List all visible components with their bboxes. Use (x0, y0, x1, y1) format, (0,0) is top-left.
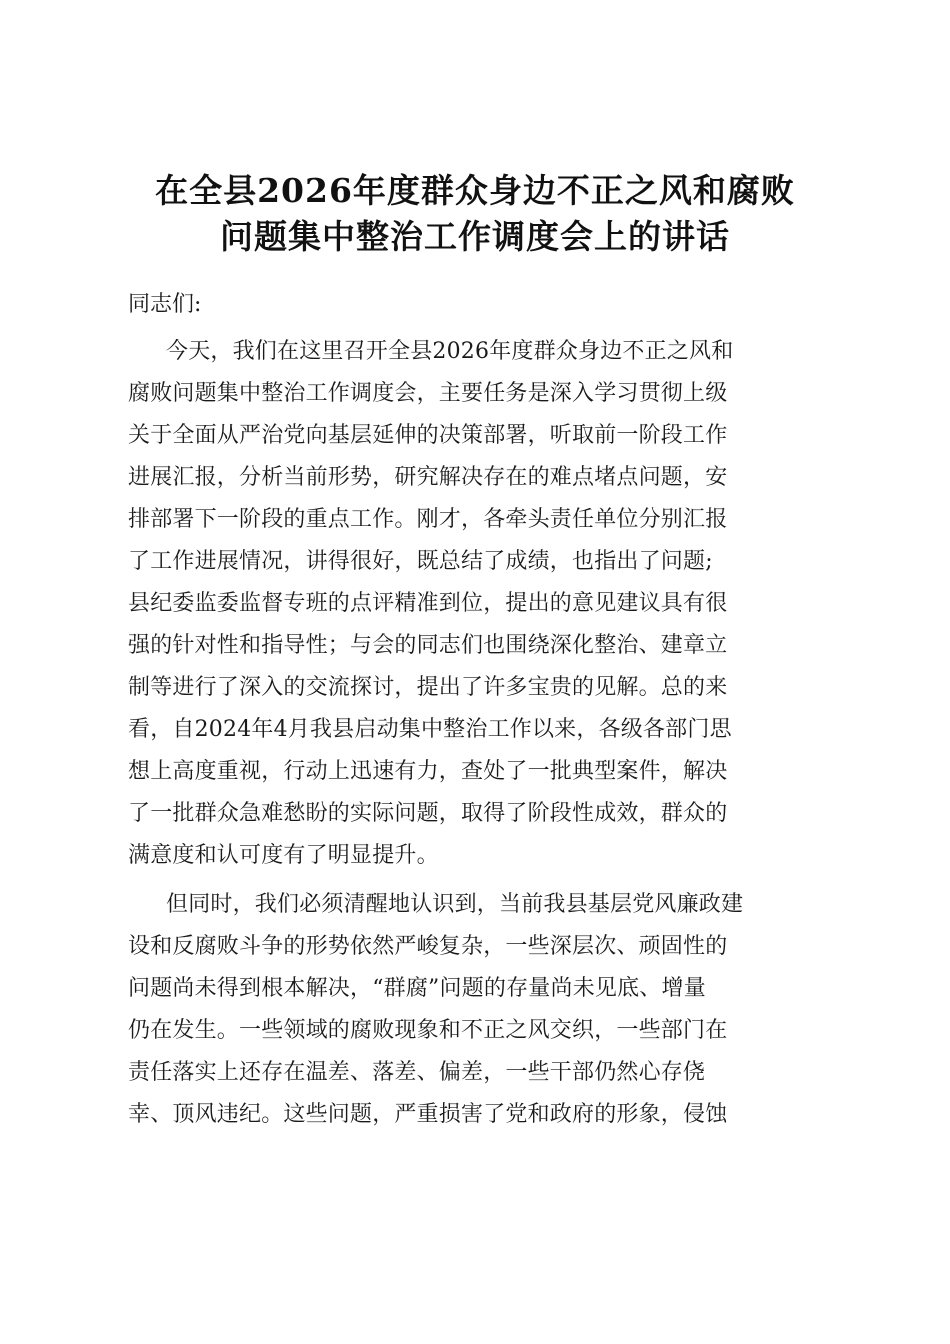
paragraph-line: 了一批群众急难愁盼的实际问题，取得了阶段性成效，群众的 (128, 801, 728, 826)
paragraph-line: 强的针对性和指导性；与会的同志们也围绕深化整治、建章立 (128, 633, 728, 658)
document-title (0, 168, 950, 260)
paragraph-line: 关于全面从严治党向基层延伸的决策部署，听取前一阶段工作 (128, 423, 728, 448)
paragraph-line: 问题尚未得到根本解决，“群腐”问题的存量尚未见底、增量 (128, 976, 706, 1001)
paragraph-line: 县纪委监委监督专班的点评精准到位，提出的意见建议具有很 (128, 591, 728, 616)
paragraph-line: 满意度和认可度有了明显提升。 (128, 843, 439, 868)
paragraph-line: 责任落实上还存在温差、落差、偏差，一些干部仍然心存侥 (128, 1060, 706, 1085)
paragraph-line: 看，自2024年4月我县启动集中整治工作以来，各级各部门思 (128, 717, 732, 742)
paragraph-line: 制等进行了深入的交流探讨，提出了许多宝贵的见解。总的来 (128, 675, 728, 700)
paragraph-line: 设和反腐败斗争的形势依然严峻复杂，一些深层次、顽固性的 (128, 934, 728, 959)
title-line-1: 在全县2026年度群众身边不正之风和腐败 (155, 171, 795, 210)
document-body (128, 284, 828, 1143)
paragraph-line: 但同时，我们必须清醒地认识到，当前我县基层党风廉政建 (166, 892, 744, 917)
paragraph-line: 腐败问题集中整治工作调度会，主要任务是深入学习贯彻上级 (128, 381, 728, 406)
paragraph-line: 幸、顶风违纪。这些问题，严重损害了党和政府的形象，侵蚀 (128, 1102, 728, 1127)
title-line-2: 问题集中整治工作调度会上的讲话 (220, 217, 730, 256)
paragraph-line: 进展汇报，分析当前形势，研究解决存在的难点堵点问题，安 (128, 465, 728, 490)
paragraph-line: 仍在发生。一些领域的腐败现象和不正之风交织，一些部门在 (128, 1018, 728, 1043)
paragraph-line: 排部署下一阶段的重点工作。刚才，各牵头责任单位分别汇报 (128, 507, 728, 532)
paragraph-line: 想上高度重视，行动上迅速有力，查处了一批典型案件，解决 (128, 759, 728, 784)
paragraph-line: 今天，我们在这里召开全县2026年度群众身边不正之风和 (166, 339, 734, 364)
paragraph-line: 了工作进展情况，讲得很好，既总结了成绩，也指出了问题; (128, 549, 713, 574)
salutation: 同志们: (128, 292, 202, 317)
paragraph-2 (128, 884, 828, 1136)
paragraph-1 (128, 331, 828, 877)
